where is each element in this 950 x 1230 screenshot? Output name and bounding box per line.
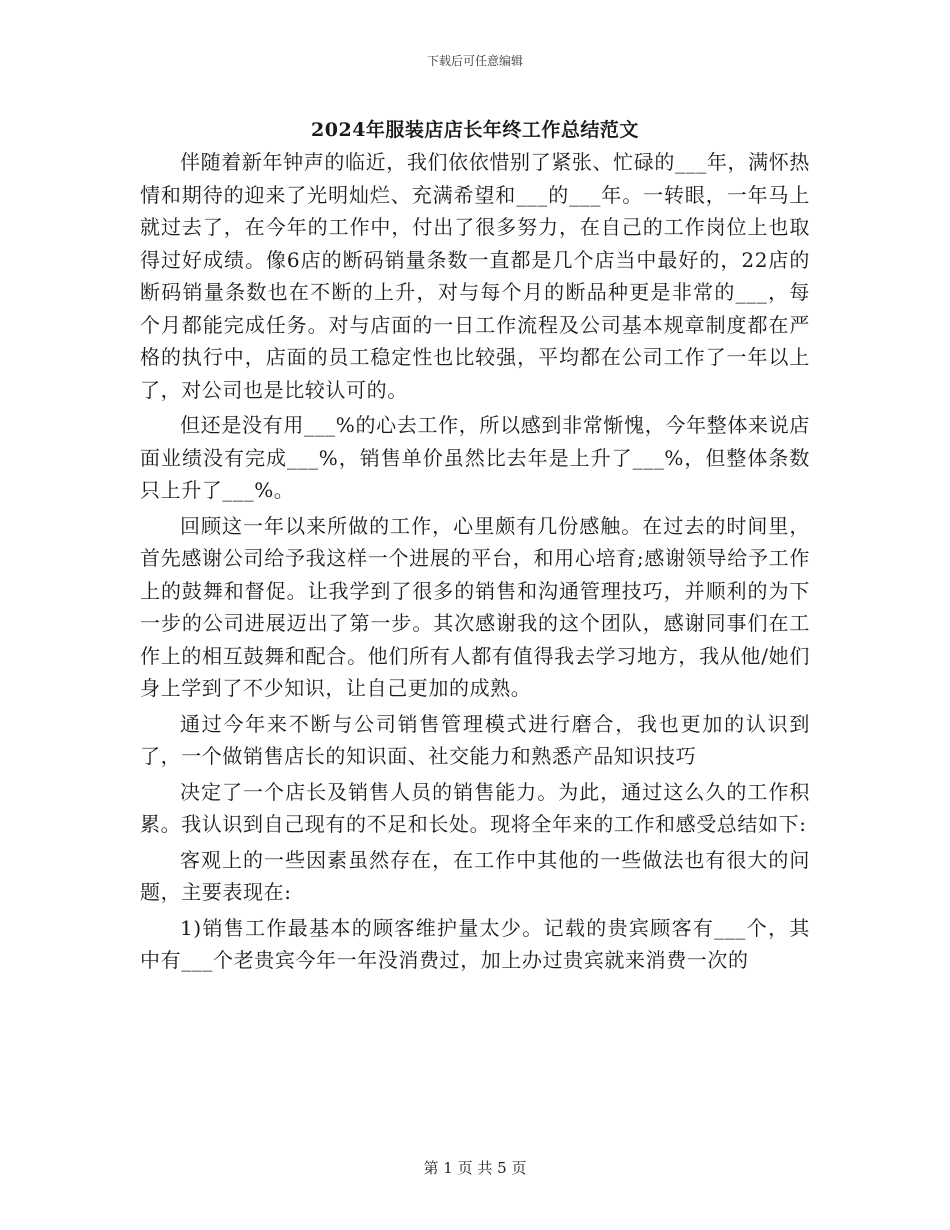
document-title: 2024年服装店店长年终工作总结范文 [311, 119, 639, 141]
document-body [140, 146, 810, 980]
paragraph: 伴随着新年钟声的临近，我们依依惜别了紧张、忙碌的___年，满怀热情和期待的迎来了光明灿烂、充满希望和___的___年。一转眼，一年马上就过去了，在今年的工作中，付出了很多努力，在自己的工作岗位上也取得过好成绩。像6店的断码销量条数一直都是几个店当中最好的，22店的断码销量条数也在不断的上升，对与每个月的断品种更是非常的___，每个月都能完成任务。对与店面的一日工作流程及公司基本规章制度都在严格的执行中，店面的员工稳定性也比较强，平均都在公司工作了一年以上了，对公司也是比较认可的。 [140, 150, 810, 402]
paragraph: 通过今年来不断与公司销售管理模式进行磨合，我也更加的认识到了，一个做销售店长的知识面、社交能力和熟悉产品知识技巧 [140, 711, 810, 768]
paragraph: 回顾这一年以来所做的工作，心里颇有几份感触。在过去的时间里，首先感谢公司给予我这样一个进展的平台，和用心培育;感谢领导给予工作上的鼓舞和督促。让我学到了很多的销售和沟通管理技巧，并顺利的为下一步的公司进展迈出了第一步。其次感谢我的这个团队，感谢同事们在工作上的相互鼓舞和配合。他们所有人都有值得我去学习地方，我从他/她们身上学到了不少知识，让自己更加的成熟。 [140, 513, 810, 700]
page-number: 第 1 页 共 5 页 [423, 1159, 527, 1177]
paragraph: 决定了一个店长及销售人员的销售能力。为此，通过这么久的工作积累。我认识到自己现有的不足和长处。现将全年来的工作和感受总结如下: [140, 779, 810, 836]
paragraph: 1)销售工作最基本的顾客维护量太少。记载的贵宾顾客有___个，其中有___个老贵宾今年一年没消费过，加上办过贵宾就来消费一次的 [140, 915, 810, 972]
paragraph: 客观上的一些因素虽然存在，在工作中其他的一些做法也有很大的问题，主要表现在: [140, 847, 810, 904]
header-note: 下载后可任意编辑 [426, 54, 523, 68]
paragraph: 但还是没有用___%的心去工作，所以感到非常惭愧，今年整体来说店面业绩没有完成___%，销售单价虽然比去年是上升了___%，但整体条数只上升了___%。 [140, 413, 810, 502]
